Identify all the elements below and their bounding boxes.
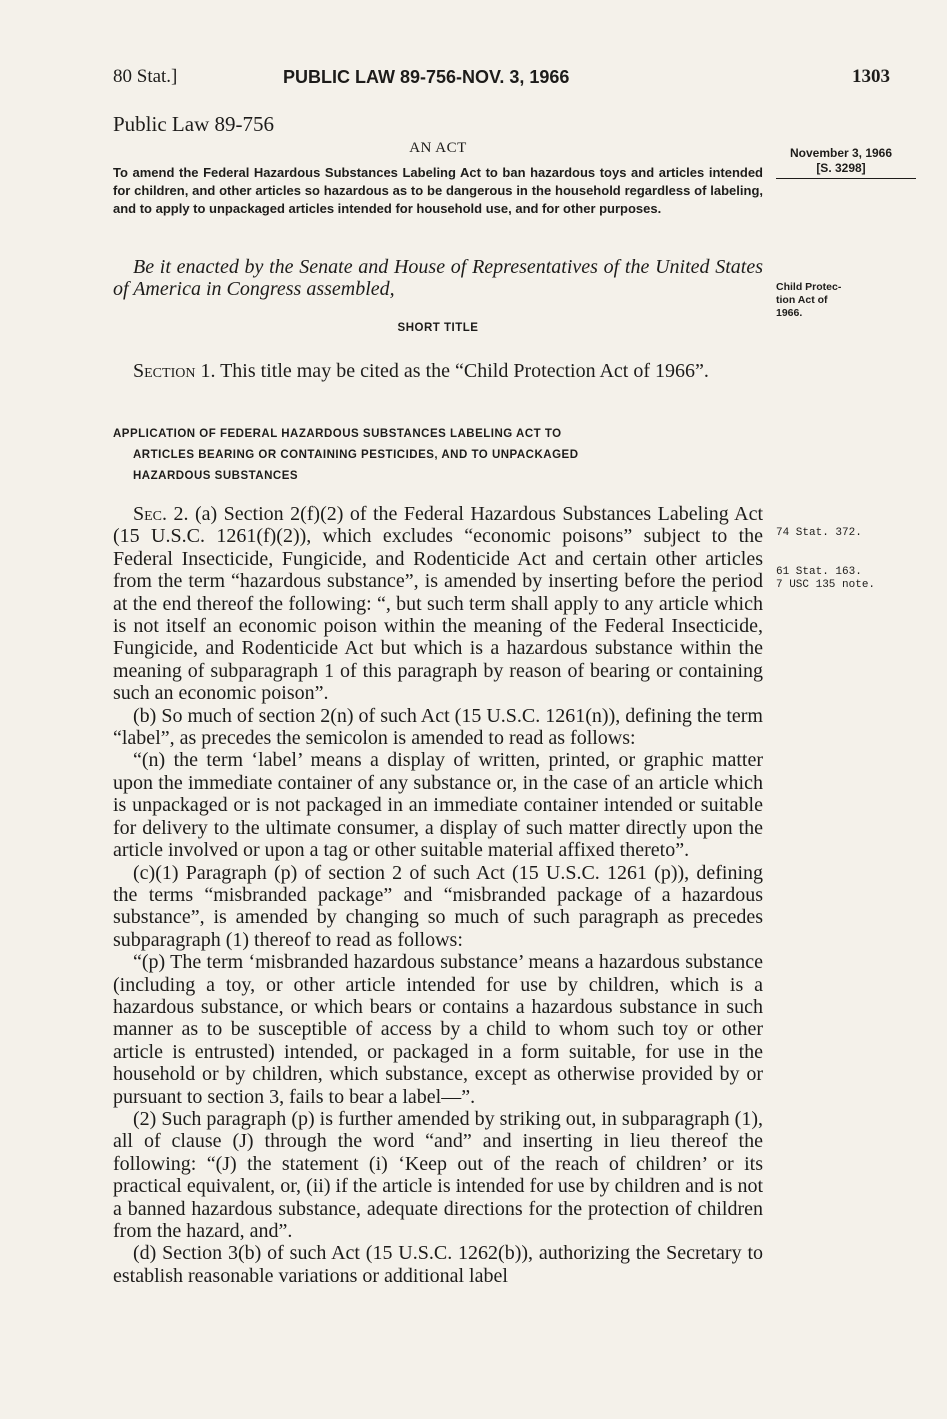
section-1 [113,360,763,382]
section-2-d: (d) Section 3(b) of such Act (15 U.S.C. 1262(b)), authorizing the Secretary to establish reasonable variations or additional label [113,1242,763,1287]
side-note-bill: [S. 3298] [816,161,866,175]
short-title-heading: SHORT TITLE [397,322,479,334]
header-title: PUBLIC LAW 89-756-NOV. 3, 1966 [283,67,570,87]
page-number: 1303 [852,66,890,87]
section-2-a [113,503,763,705]
side-note-short-title-3: 1966. [776,307,803,319]
section-1-label: Section 1. [133,360,216,382]
side-note-stat-ref-3: 7 USC 135 note. [776,579,876,591]
act-heading: AN ACT [409,140,467,156]
act-purpose-text: To amend the Federal Hazardous Substances Labeling Act to ban hazardous toys and articles intended for children, and other articles so hazardous as to be dangerous in the household regardless of labeling, and to apply to unpackaged articles intended for household use, and for other purposes. [113,165,763,216]
act-purpose [113,164,763,218]
section-2-c2: (2) Such paragraph (p) is further amended by striking out, in subparagraph (1), all of clause (J) through the word “and” and inserting in lieu thereof the following: “(J) the statement (i) ‘Keep out of the reach of children’ or its practical equivalent, or, (ii) if the article is intended for use by children and is not a banned hazardous substance, adequate directions for the protection of children from the hazard, and”. [113,1107,763,1242]
section-1-text: This title may be cited as the “Child Protection Act of 1966”. [220,360,709,382]
law-number: Public Law 89-756 [113,112,274,136]
section-2-body [113,503,763,1287]
application-heading-line-2: ARTICLES BEARING OR CONTAINING PESTICIDES, AND TO UNPACKAGED [133,449,579,461]
side-note-stat-ref-2: 61 Stat. 163. [776,566,862,578]
section-2-label: Sec. 2. [133,503,189,525]
section-2-c1: (c)(1) Paragraph (p) of section 2 of such Act (15 U.S.C. 1261 (p)), defining the terms “misbranded package” and “misbranded package of a hazardous substance”, is amended by changing so much of such paragraph as precedes subparagraph (1) thereof to read as follows: [113,861,763,951]
section-2-c1-quote: “(p) The term ‘misbranded hazardous substance’ means a hazardous substance (including a toy, or other article intended for use by children, which is a hazardous substance, or which bears or contains a hazardous substance in such manner as to be susceptible of access by a child to whom such toy or other article is entrusted) intended, or packaged in a form suitable, for use in the household or by children, which substance, except as otherwise provided by or pursuant to section 3, fails to bear a label—”. [113,951,763,1108]
section-2-b-quote: “(n) the term ‘label’ means a display of written, printed, or graphic matter upon the immediate container of any substance or, in the case of an article which is unpackaged or is not packaged in an immediate container intended or suitable for delivery to the ultimate consumer, a display of such matter directly upon the article involved or upon a tag or other suitable material affixed thereto”. [113,749,763,862]
side-note-date: November 3, 1966 [789,146,893,160]
side-note-stat-ref-1: 74 Stat. 372. [776,527,862,539]
application-heading-line-1: APPLICATION OF FEDERAL HAZARDOUS SUBSTANCES LABELING ACT TO [113,428,562,440]
enacting-clause: Be it enacted by the Senate and House of Representatives of the United States of America in Congress assembled, [113,256,763,301]
side-note-rule [776,178,916,179]
side-note-short-title-2: tion Act of [776,294,828,306]
side-note-short-title-1: Child Protec- [776,281,842,293]
application-heading-line-3: HAZARDOUS SUBSTANCES [133,470,299,482]
header-stat-ref: 80 Stat.] [113,66,178,87]
section-2-b: (b) So much of section 2(n) of such Act (15 U.S.C. 1261(n)), defining the term “label”, as precedes the semicolon is amended to read as follows: [113,704,763,750]
section-2-a-text: (a) Section 2(f)(2) of the Federal Hazardous Substances Labeling Act (15 U.S.C. 1261(f)(2)), which excludes “economic poisons” subject to the Federal Insecticide, Fungicide, and Rodenticide Act and certain other articles from the term “hazardous substance”, is amended by inserting before the period at the end thereof the following: “, but such term shall apply to any article which is not itself an economic poison within the meaning of the Federal Insecticide, Fungicide, and Rodenticide Act but which is a hazardous substance within the meaning of subparagraph 1 of this paragraph by reason of bearing or containing such an economic poison”. [113,503,764,705]
